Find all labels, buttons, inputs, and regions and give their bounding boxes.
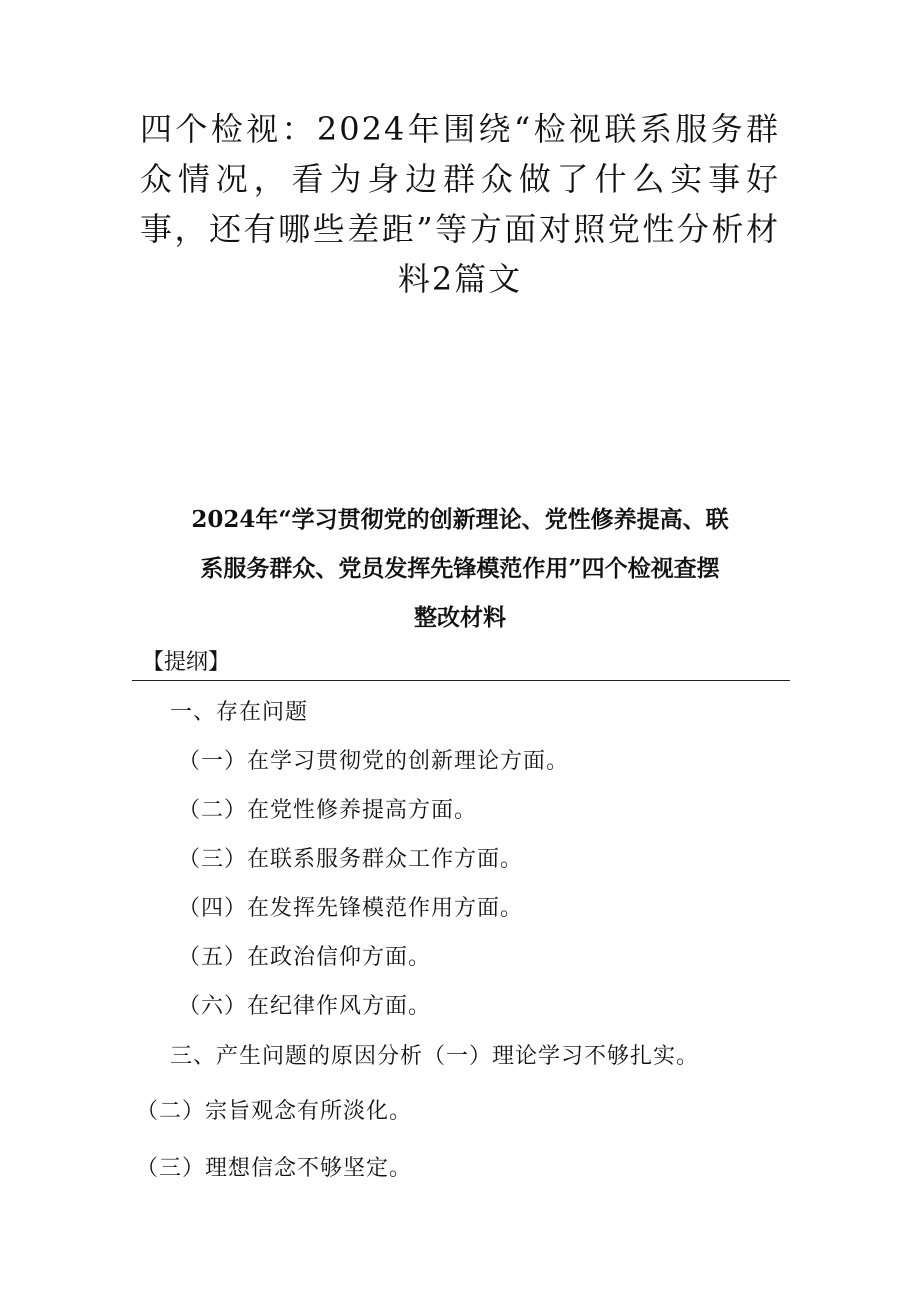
outline-item: （三）理想信念不够坚定。	[136, 1156, 413, 1181]
outline-item: （二）宗旨观念有所淡化。	[136, 1099, 413, 1124]
document-subtitle	[160, 495, 760, 642]
subtitle-line: 系服务群众、党员发挥先锋模范作用”四个检视查摆	[200, 555, 720, 582]
section-heading: 三、产生问题的原因分析（一）理论学习不够扎实。	[170, 1044, 700, 1069]
outline-item: （六）在纪律作风方面。	[178, 994, 432, 1019]
outline-item: （四）在发挥先锋模范作用方面。	[178, 896, 524, 921]
subtitle-line: 整改材料	[414, 604, 506, 631]
section-heading: 一、存在问题	[170, 700, 309, 725]
divider-line	[132, 680, 790, 681]
outline-item: （一）在学习贯彻党的创新理论方面。	[178, 749, 570, 774]
subtitle-line: 2024年“学习贯彻党的创新理论、党性修养提高、联	[191, 506, 729, 533]
outline-item: （三）在联系服务群众工作方面。	[178, 847, 524, 872]
outline-label: 【提纲】	[142, 650, 231, 675]
outline-item: （二）在党性修养提高方面。	[178, 798, 478, 823]
outline-item: （五）在政治信仰方面。	[178, 945, 432, 970]
document-title: 四个检视：2024年围绕“检视联系服务群众情况，看为身边群众做了什么实事好事，还有哪些差距”等方面对照党性分析材料2篇文	[140, 110, 780, 298]
